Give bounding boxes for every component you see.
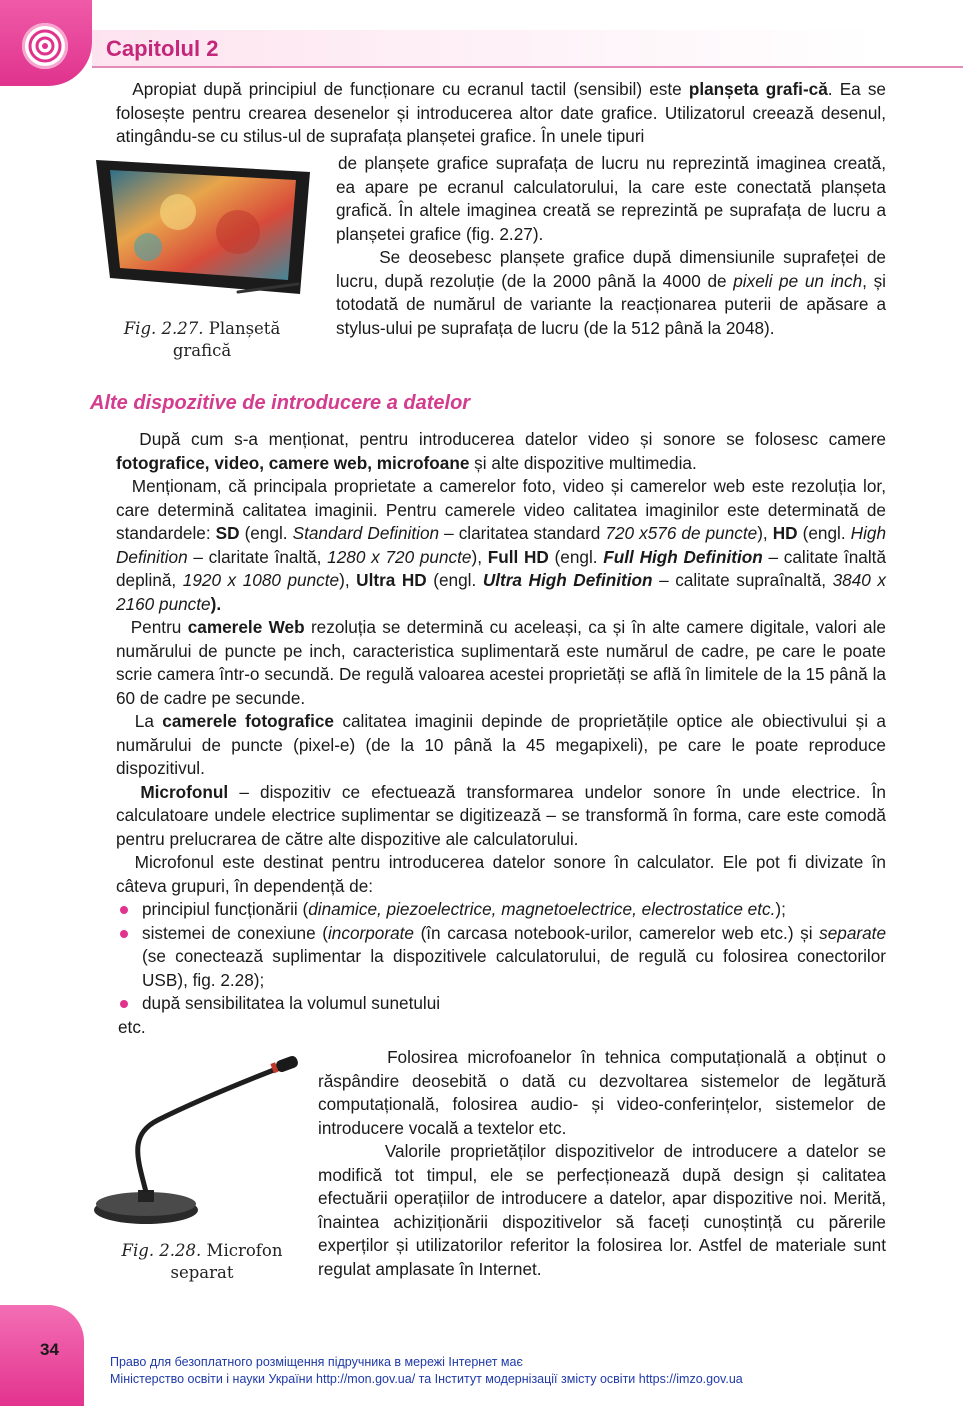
intro-paragraph: Apropiat după principiul de funcționare cu ecranul tactil (sensibil) este planșeta grafi-că. Ea se folosește pentru crearea desenelor și introducerea altor date grafice. Utilizatorul creează desenul, atingându-se cu stilus-ul de suprafața planșetei grafice. În unele tipuri: [116, 79, 886, 146]
chapter-corner-tab: [0, 0, 92, 86]
footer-line-1: Право для безоплатного розміщення підручника в мережі Інтернет має: [110, 1355, 523, 1369]
fig-2-28-caption: Fig. 2.28. Microfon separat: [121, 1241, 283, 1282]
bullet-icon: [120, 906, 128, 914]
graphics-tablet-image: [88, 152, 316, 304]
list-item: după sensibilitatea la volumul sunetului: [116, 992, 886, 1016]
fig-2-27-caption: Fig. 2.27. Planșetă grafică: [123, 319, 281, 360]
footer-line-2: Міністерство освіти і науки України http://mon.gov.ua/ та Інститут модернізації змісту освіти https://imzo.gov.ua: [110, 1372, 743, 1386]
target-icon: [22, 23, 68, 69]
microphone-usage-text: Folosirea microfoanelor în tehnica computațională a obținut o răspândire deosebită o dată cu dezvoltarea sistemelor de legătură computațională, folosirea audio- și video-conferințelor, sistemelor de introducere vocală a textelor etc. Valorile proprietăților dispozitivelor de introducere a datelor se modifică tot timpul, ele se perfecționează după design și calitatea efectuării operațiilor de introducere a datelor, apar dispozitive noi. Merită, înaintea achiziționării dispozitivelor să faceți cunoștință cu părerile experților și utilizatorilor referitor la folosirea lor. Astfel de materiale sunt regulat amplasate în Internet.: [318, 1047, 886, 1279]
section-body: După cum s-a menționat, pentru introducerea datelor video și sonore se folosesc camere fotografice, video, camere web, microfoane și alte dispozitive multimedia. Menționam, că principala proprietate a camerelor foto, video și camerelor web este rezoluția lor, care determină calitatea imaginii. Pentru camerele video calitatea imaginilor este determinată de standardele: SD (engl. Standard Definition – claritatea standard 720 x576 de puncte), HD (engl. High Definition – claritate înaltă, 1280 x 720 puncte), Full HD (engl. Full High Definition – calitate înaltă deplină, 1920 x 1080 puncte), Ultra HD (engl. Ultra High Definition – calitate supraînaltă, 3840 x 2160 puncte). Pentru camerele Web rezoluția se determină cu aceleași, ca și în alte camere digitale, valori ale numărului de puncte pe inch, caracteristica suplimentară este numărul de cadre, pe care le poate scrie camera într-o secundă. De regulă valoarea acestei proprietăți se află în limitele de la 15 până la 60 de cadre pe secunde. La camerele fotografice calitatea imaginii depinde de proprietățile optice ale obiectivului și a numărului de puncte (pixel-e) (de la 10 până la 45 megapixeli), pe care le poate reproduce dispozitivul. Microfonul – dispozitiv ce efectuează transformarea undelor sonore în unde electrice. În calculatoare undele electrice suplimentar se digitizează – se transformă în forma, care este comodă pentru prelucrarea de către alte dispozitive ale calculatorului. Microfonul este destinat pentru introducerea datelor sonore în calculator. Ele pot fi divizate în câteva grupuri, în dependență de: principiul funcționării (dinamice, piezoelectrice, magnetoelectrice, electrostatice etc.); sistemei de conexiune (incorporate (în carcasa notebook-urilor, camerelor web etc.) și separate (se conectează suplimentar la dispozitivele calculatorului, de regulă cu folosirea conectorilor USB), fig. 2.28); după sensibilitatea la volumul sunetului etc.: [116, 429, 887, 1037]
footer-notice: [110, 1354, 743, 1388]
bullet-icon: [120, 1000, 128, 1008]
bullet-icon: [120, 930, 128, 938]
tablet-description: de planșete grafice suprafața de lucru nu reprezintă imaginea creată, ea apare pe ecranul calculatorului, la care este conectată planșeta grafică. În altele imaginea creată se reprezintă pe suprafața de lucru a planșetei grafice (fig. 2.27). Se deosebesc planșete grafice după dimensiunile suprafeței de lucru, după rezoluție (de la 2000 până la 4000 de pixeli pe un inch, și totodată de numărul de variante la reacționarea puterii de apăsare a stylus-ului pe suprafața de lucru (de la 512 până la 2048).: [336, 153, 887, 338]
chapter-title: Capitolul 2: [106, 36, 219, 61]
list-item: principiul funcționării (dinamice, piezoelectrice, magnetoelectrice, electrostatice etc.);: [116, 898, 886, 922]
microphone-image: [88, 1050, 310, 1230]
microphone-group-list: [116, 898, 886, 1016]
section-heading: Alte dispozitive de introducere a datelor: [90, 392, 471, 414]
header-divider: [92, 66, 963, 68]
page-number: 34: [40, 1340, 59, 1359]
chapter-header-bar: [92, 30, 963, 66]
list-item: sistemei de conexiune (incorporate (în carcasa notebook-urilor, camerelor web etc.) și separate (se conectează suplimentar la dispozitivele calculatorului, de regulă cu folosirea conectorilor USB), fig. 2.28);: [116, 922, 886, 993]
